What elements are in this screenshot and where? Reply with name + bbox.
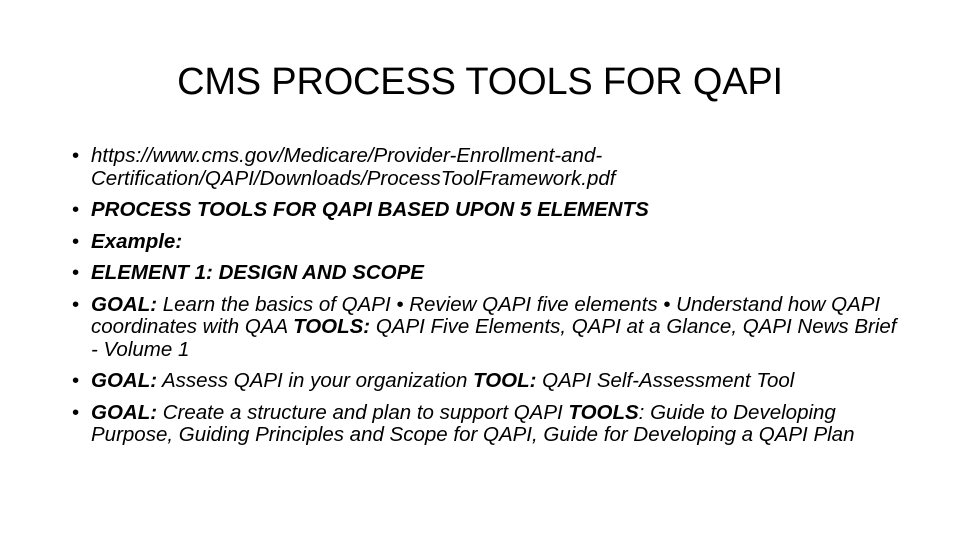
tools-label: TOOLS: [568, 400, 639, 424]
tool-label: TOOL:: [473, 369, 537, 392]
tool-text: QAPI Self-Assessment Tool: [536, 369, 795, 392]
bullet-icon: •: [72, 292, 80, 316]
bullet-icon: •: [72, 229, 80, 253]
goal-text: Assess QAPI in your organization: [157, 369, 474, 392]
bullet-icon: •: [72, 198, 80, 221]
url-text: https://www.cms.gov/Medicare/Provider-Enrollment-and-Certification/QAPI/Downloads/ProcessToolFramework.pdf: [91, 144, 616, 190]
goal-label: GOAL:: [91, 400, 158, 424]
goal-label: GOAL:: [91, 292, 158, 316]
tools-text: : Guide to Developing Purpose, Guiding Principles and Scope for QAPI, Guide for Developing a QAPI Plan: [91, 400, 855, 446]
bullet-list: [72, 145, 902, 456]
goal-text: Learn the basics of QAPI • Review QAPI five elements • Understand how QAPI coordinates with QAA: [91, 292, 881, 338]
tools-text: QAPI Five Elements, QAPI at a Glance, QAPI News Brief - Volume 1: [91, 315, 897, 361]
process-tools-text: PROCESS TOOLS FOR QAPI BASED UPON 5 ELEMENTS: [91, 198, 649, 221]
tools-label: TOOLS:: [293, 315, 371, 338]
bullet-icon: •: [72, 369, 80, 392]
bullet-item-url: [72, 145, 902, 190]
bullet-item-process-tools: [72, 199, 902, 222]
bullet-icon: •: [72, 400, 80, 424]
slide-title: CMS PROCESS TOOLS FOR QAPI: [177, 61, 783, 103]
bullet-icon: •: [72, 144, 80, 167]
bullet-item-example: [72, 231, 902, 254]
example-text: Example:: [91, 229, 183, 253]
bullet-item-goal-assess: [72, 370, 902, 393]
element-1-text: ELEMENT 1: DESIGN AND SCOPE: [91, 261, 424, 284]
bullet-item-element-1: [72, 262, 902, 285]
bullet-item-goal-create: [72, 402, 902, 447]
goal-text: Create a structure and plan to support QAPI: [157, 400, 569, 424]
bullet-icon: •: [72, 261, 80, 284]
goal-label: GOAL:: [91, 369, 158, 392]
bullet-item-goal-learn: [72, 294, 902, 362]
